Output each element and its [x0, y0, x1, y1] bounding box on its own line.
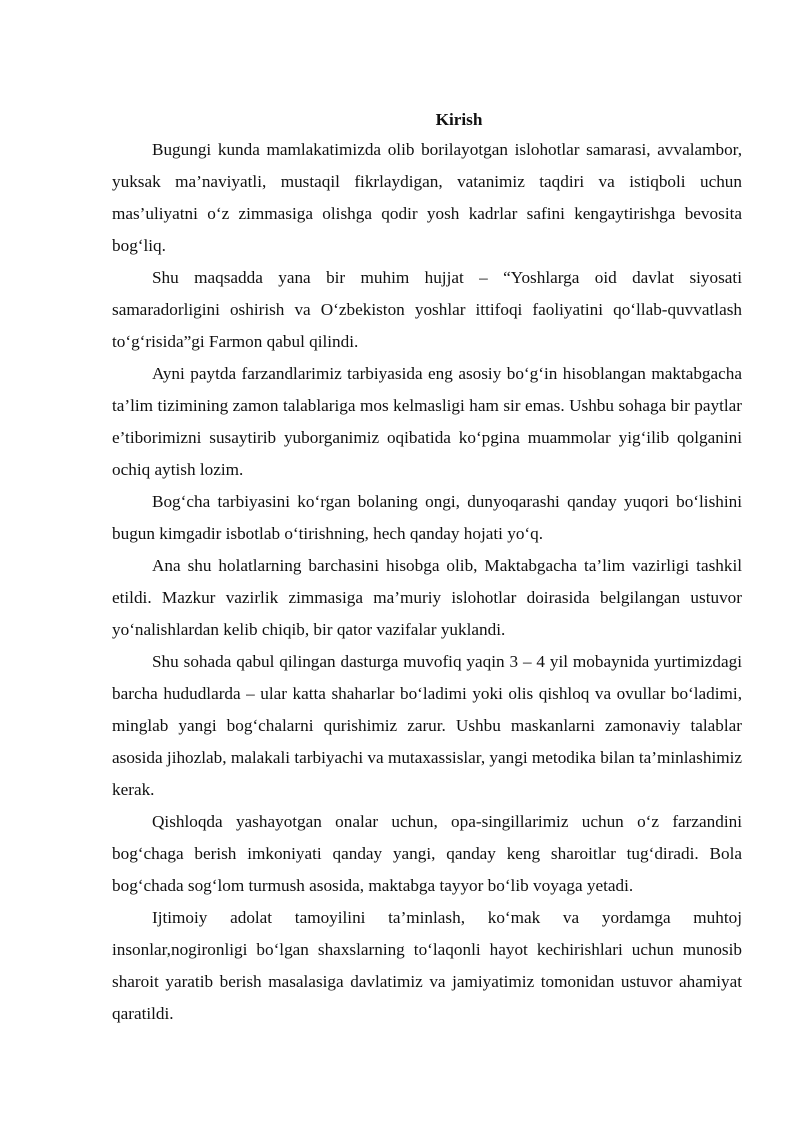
document-body: [112, 106, 742, 1030]
paragraph: Bog‘cha tarbiyasini ko‘rgan bolaning ongi, dunyoqarashi qanday yuqori bo‘lishini bugun kimgadir isbotlab o‘tirishning, hech qanday hojati yo‘q.: [112, 492, 742, 543]
paragraph: Ijtimoiy adolat tamoyilini ta’minlash, ko‘mak va yordamga muhtoj insonlar,nogironligi bo‘lgan shaxslarning to‘laqonli hayot kechirishlari uchun munosib sharoit yaratib berish masalasiga davlatimiz va jamiyatimiz tomonidan ustuvor ahamiyat qaratildi.: [112, 908, 742, 1023]
page-title: Kirish: [435, 110, 483, 129]
paragraph: Bugungi kunda mamlakatimizda olib borilayotgan islohotlar samarasi, avvalambor, yuksak ma’naviyatli, mustaqil fikrlaydigan, vatanimiz taqdiri va istiqboli uchun mas’uliyatni o‘z zimmasiga olishga qodir yosh kadrlar safini kengaytirishga bevosita bog‘liq.: [112, 140, 742, 255]
paragraph: Ayni paytda farzandlarimiz tarbiyasida eng asosiy bo‘g‘in hisoblangan maktabgacha ta’lim tizimining zamon talablariga mos kelmasligi ham sir emas. Ushbu sohaga bir paytlar e’tiborimizni susaytirib yuborganimiz oqibatida ko‘pgina muammolar yig‘ilib qolganini ochiq aytish lozim.: [112, 364, 742, 479]
paragraph: Shu sohada qabul qilingan dasturga muvofiq yaqin 3 – 4 yil mobaynida yurtimizdagi barcha hududlarda – ular katta shaharlar bo‘ladimi yoki olis qishloq va ovullar bo‘ladimi, minglab yangi bog‘chalarni qurishimiz zarur. Ushbu maskanlarni zamonaviy talablar asosida jihozlab, malakali tarbiyachi va mutaxassislar, yangi metodika bilan ta’minlashimiz kerak.: [112, 652, 742, 799]
paragraph: Ana shu holatlarning barchasini hisobga olib, Maktabgacha ta’lim vazirligi tashkil etildi. Mazkur vazirlik zimmasiga ma’muriy islohotlar doirasida belgilangan ustuvor yo‘nalishlardan kelib chiqib, bir qator vazifalar yuklandi.: [112, 556, 742, 639]
paragraph: Shu maqsadda yana bir muhim hujjat – “Yoshlarga oid davlat siyosati samaradorligini oshirish va O‘zbekiston yoshlar ittifoqi faoliyatini qo‘llab-quvvatlash to‘g‘risida”gi Farmon qabul qilindi.: [112, 268, 742, 351]
paragraph: Qishloqda yashayotgan onalar uchun, opa-singillarimiz uchun o‘z farzandini bog‘chaga berish imkoniyati qanday yangi, qanday keng sharoitlar tug‘diradi. Bola bog‘chada sog‘lom turmush asosida, maktabga tayyor bo‘lib voyaga yetadi.: [112, 812, 742, 895]
